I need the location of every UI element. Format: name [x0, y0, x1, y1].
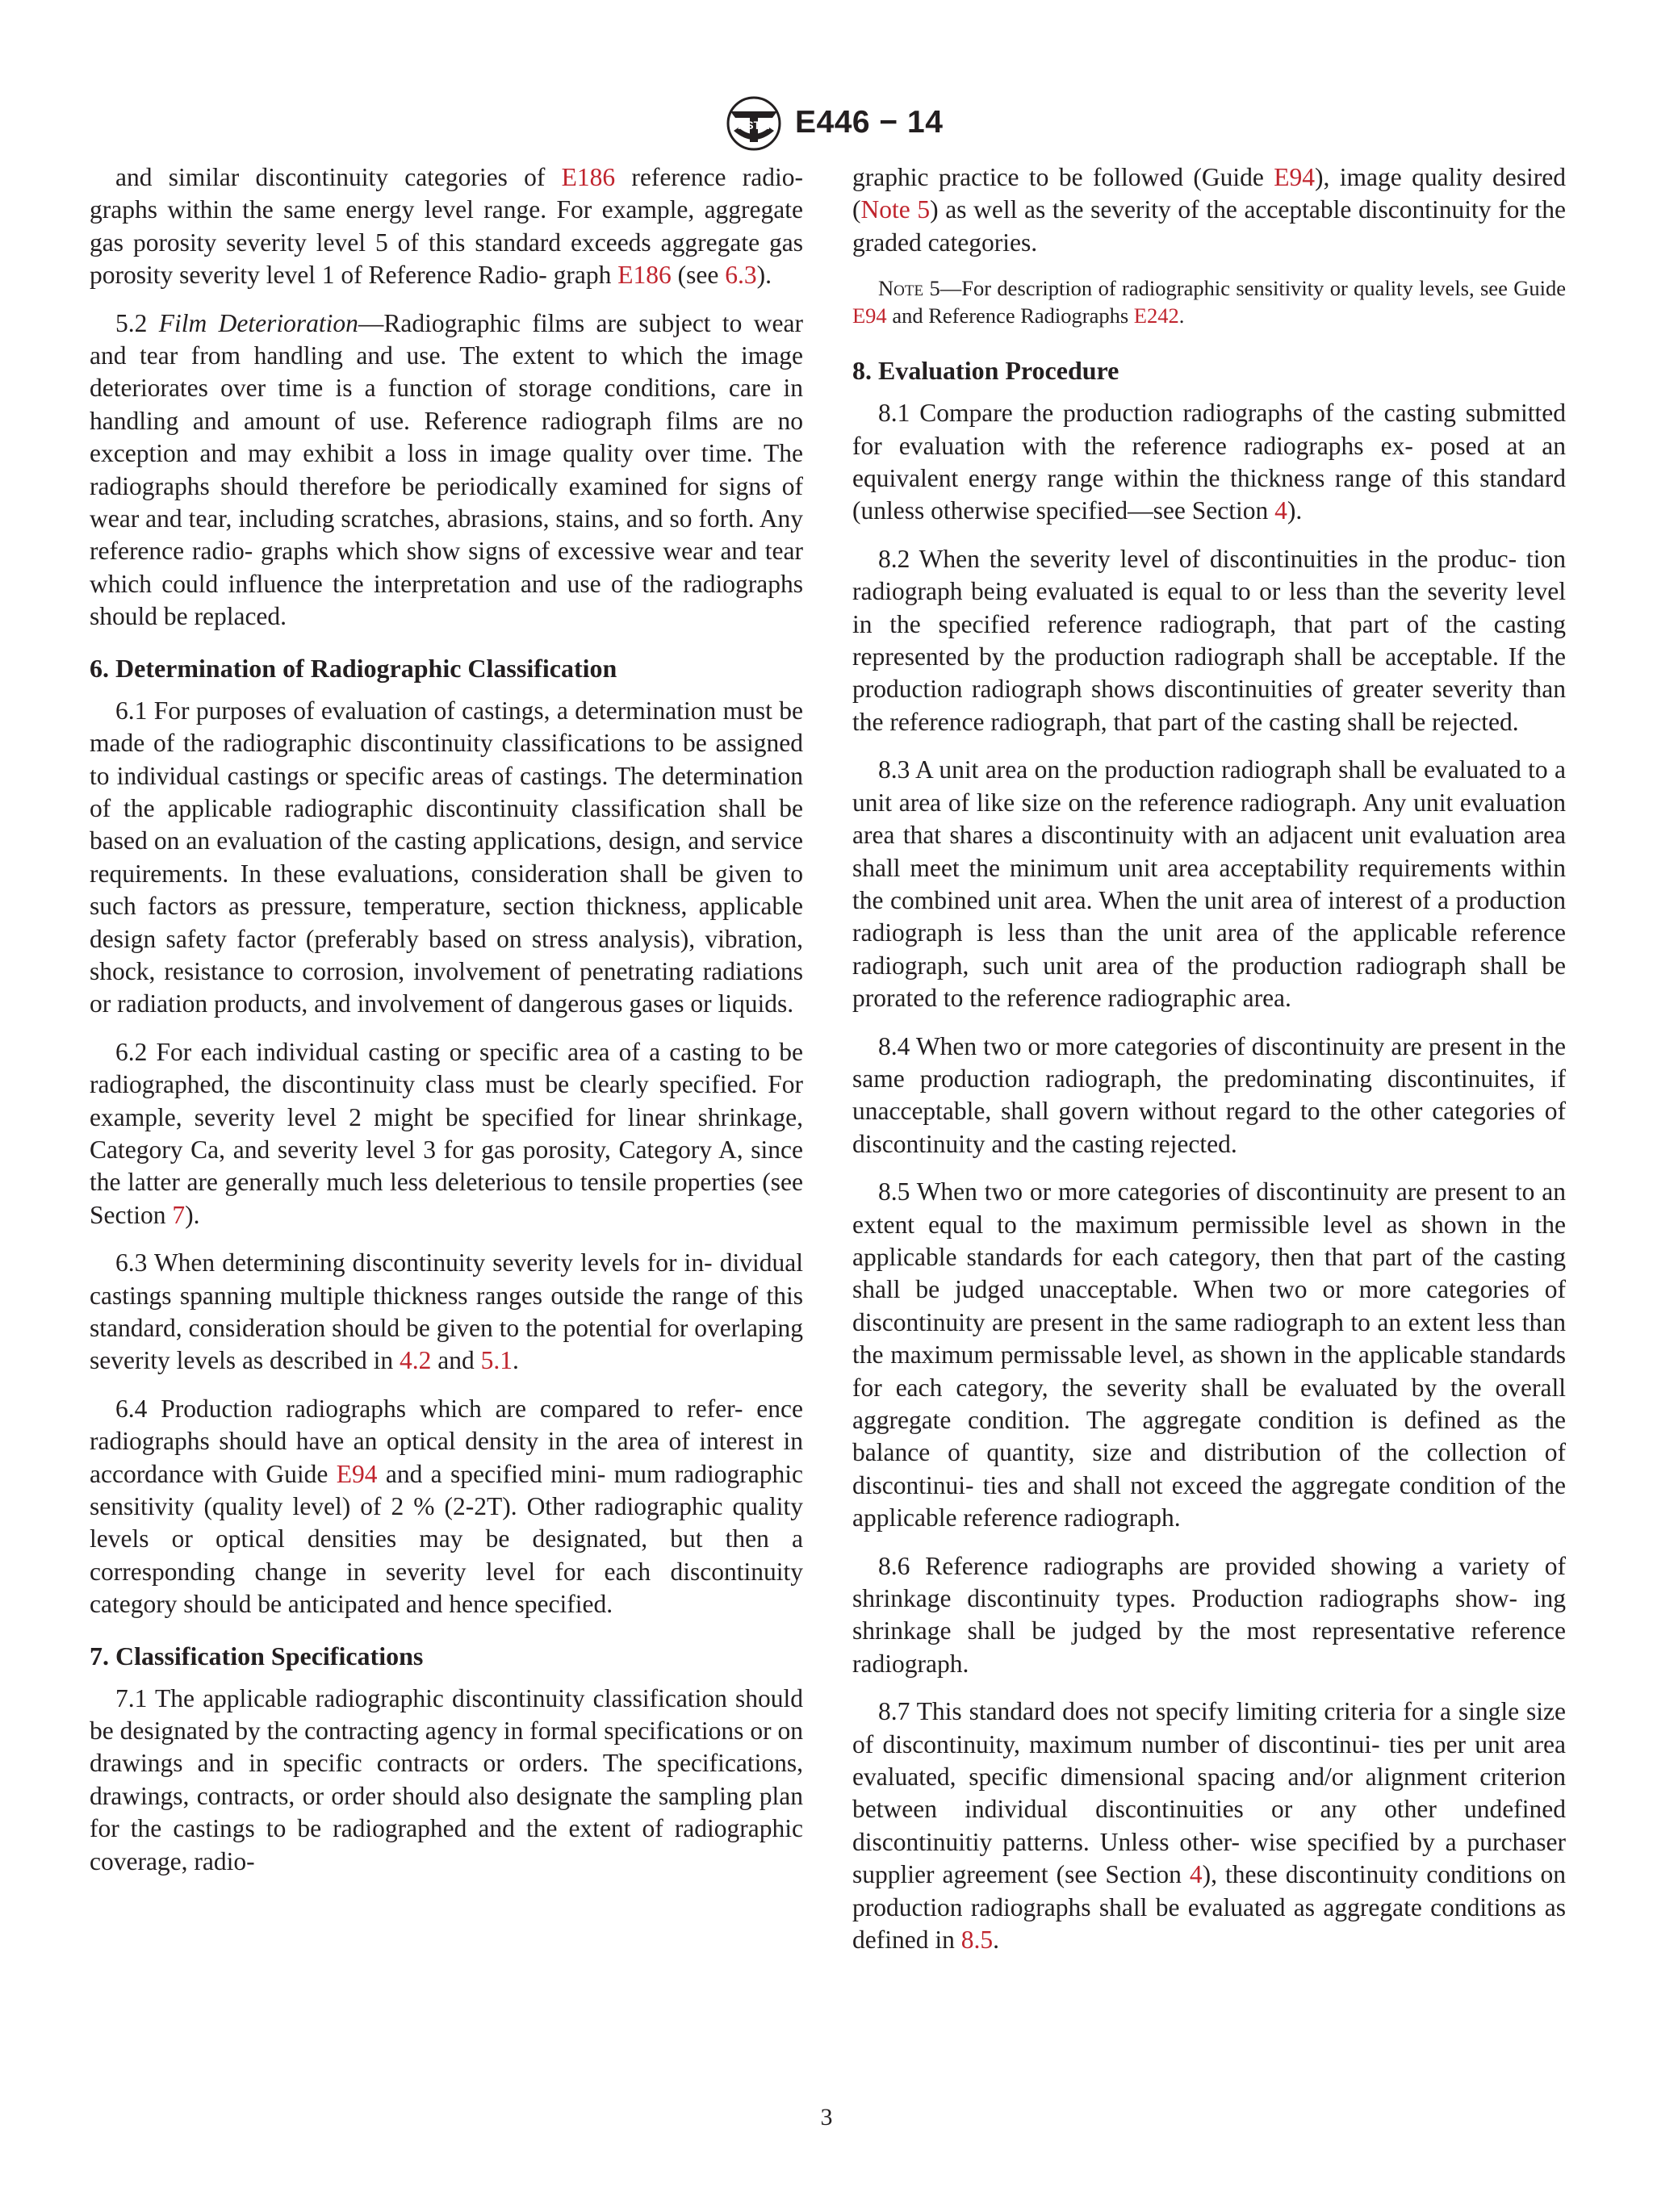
left-column	[90, 161, 803, 1893]
link-e186[interactable]: E186	[617, 261, 672, 290]
page-number: 3	[820, 2104, 833, 2130]
paragraph-7-1-continued: graphic practice to be followed (Guide E94), image quality desired (Note 5) as well as the severity of the acceptable discontinuity for the graded categories.	[852, 163, 1566, 257]
paragraph-7-1: 7.1 The applicable radiographic discontinuity classification should be designated by the contracting agency in formal specifications or on drawings and in specific contracts or orders. The specifications, drawings, contracts, or order should also designate the sampling plan for the castings to be radiographed and the extent of radiographic coverage, radio-	[90, 1683, 803, 1875]
paragraph-6-2: 6.2 For each individual casting or specific area of a casting to be radiographed, the discontinuity class must be clearly specified. For example, severity level 2 might be specified for linear shrinkage, Category Ca, and severity level 3 for gas porosity, Category A, since the latter are generally much less deleterious to tensile properties (see Section 7).	[90, 1037, 803, 1229]
paragraph-5-1-continued: and similar discontinuity categories of E186 reference radio- graphs within the same energy level range. For example, aggregate gas porosity severity level 5 of this standard exceeds aggregate gas porosity severity level 1 of Reference Radio- graph E186 (see 6.3).	[90, 163, 803, 290]
paragraph-8-7: 8.7 This standard does not specify limiting criteria for a single size of discontinuity, maximum number of discontinui- ties per unit area evaluated, specific dimensional spacing and/or alignment criterion between individual discontinuities or any other undefined discontinuitiy patterns. Unless other- wise specified by a purchaser supplier agreement (see Section 4), these discontinuity conditions on production radiographs shall be evaluated as aggregate conditions as defined in 8.5.	[852, 1697, 1566, 1955]
link-e94[interactable]: E94	[852, 303, 887, 328]
link-section-6-3[interactable]: 6.3	[725, 261, 757, 290]
right-column	[852, 161, 1566, 1972]
paragraph-6-4: 6.4 Production radiographs which are compared to refer- ence radiographs should have an optical density in the area of interest in accordance with Guide E94 and a specified mini- mum radiographic sensitivity (quality level) of 2 % (2-2T). Other radiographic quality levels or optical densities may be designated, but then a corresponding change in severity level for each discontinuity category should be anticipated and hence specified.	[90, 1394, 803, 1619]
link-section-4[interactable]: 4	[1189, 1860, 1203, 1889]
astm-logo-icon	[719, 95, 789, 152]
svg-text:ASTM: ASTM	[738, 119, 770, 132]
link-note-5[interactable]: Note 5	[860, 195, 931, 224]
paragraph-6-3: 6.3 When determining discontinuity severity levels for in- dividual castings spanning multiple thickness ranges outside the range of this standard, consideration should be given to the potential for overlaping severity levels as described in 4.2 and 5.1.	[90, 1248, 803, 1375]
link-e94[interactable]: E94	[1274, 163, 1315, 191]
paragraph-8-3: 8.3 A unit area on the production radiograph shall be evaluated to a unit area of like size on the reference radiograph. Any unit evaluation area that shares a discontinuity with an adjacent unit evaluation area shall meet the minimum unit area acceptability requirements within the combined unit area. When the unit area of interest of a production radiograph is less than the unit area of the applicable reference radiograph, such unit area of the production radiograph shall be prorated to the reference radiographic area.	[852, 755, 1566, 1013]
paragraph-8-1: 8.1 Compare the production radiographs of the casting submitted for evaluation with the reference radiographs ex- posed at an equivalent energy range within the thickness range of this standard (unless otherwise specified—see Section 4).	[852, 399, 1566, 525]
link-section-7[interactable]: 7	[172, 1200, 186, 1229]
link-section-8-5[interactable]: 8.5	[960, 1926, 994, 1955]
link-e94[interactable]: E94	[336, 1459, 378, 1488]
link-e186[interactable]: E186	[561, 163, 616, 191]
link-section-4-2[interactable]: 4.2	[400, 1346, 432, 1375]
paragraph-8-5: 8.5 When two or more categories of discontinuity are present to an extent equal to the maximum permissible level as shown in the applicable standards for each category, then that part of the casting shall be judged unacceptable. When two or more categories of discontinuity are present in the same radiograph to an extent less than the maximum permissable level, as shown in the applicable standards for each category, the severity shall be evaluated by the overall aggregate condition. The aggregate condition is defined as the balance of quantity, size and distribution of the collection of discontinui- ties and shall not exceed the aggregate condition of the applicable reference radiograph.	[852, 1177, 1566, 1533]
paragraph-8-4: 8.4 When two or more categories of discontinuity are present in the same production radiograph, the predominating discontinuites, if unacceptable, shall govern without regard to the other categories of discontinuity and the casting rejected.	[852, 1031, 1566, 1158]
link-section-4[interactable]: 4	[1274, 496, 1287, 525]
paragraph-6-1: 6.1 For purposes of evaluation of castings, a determination must be made of the radiographic discontinuity classifications to be assigned to individual castings or specific areas of castings. The determination of the applicable radiographic discontinuity classification shall be based on an evaluation of the casting applications, design, and service requirements. In these evaluations, consideration shall be given to such factors as pressure, temperature, section thickness, applicable design safety factor (preferably based on stress analysis), vibration, shock, resistance to corrosion, involvement of penetrating radiations or radiation products, and involvement of dangerous gases or liquids.	[90, 696, 803, 1018]
paragraph-5-2: 5.2 Film Deterioration—Radiographic films are subject to wear and tear from handling and use. The extent to which the image deteriorates over time is a function of storage conditions, care in handling and amount of use. Reference radiograph films are no exception and may exhibit a loss in image quality over time. The radiographs should therefore be periodically examined for signs of wear and tear, including scratches, abrasions, stains, and so forth. Any reference radio- graphs which show signs of excessive wear and tear which could influence the interpretation and use of the radiographs should be replaced.	[90, 308, 803, 631]
link-section-5-1[interactable]: 5.1	[480, 1346, 513, 1375]
note-5: Note 5—For description of radiographic sensitivity or quality levels, see Guide E94 and Reference Radiographs E242.	[852, 276, 1566, 328]
document-id: E446 − 14	[795, 105, 944, 140]
section-heading-6: 6. Determination of Radiographic Classification	[90, 653, 617, 683]
section-heading-7: 7. Classification Specifications	[90, 1641, 424, 1670]
paragraph-8-6: 8.6 Reference radiographs are provided showing a variety of shrinkage discontinuity types. Production radiographs show- ing shrinkage shall be judged by the most representative reference radiograph.	[852, 1551, 1566, 1678]
page-header	[0, 95, 1653, 160]
link-e242[interactable]: E242	[1133, 303, 1179, 328]
section-heading-8: 8. Evaluation Procedure	[852, 356, 1119, 386]
paragraph-8-2: 8.2 When the severity level of discontinuities in the produc- tion radiograph being evaluated is equal to or less than the severity level in the specified reference radiograph, that part of the casting represented by the production radiograph shall be acceptable. If the production radiograph shows discontinuities of greater severity than the reference radiograph, that part of the casting shall be rejected.	[852, 544, 1566, 736]
